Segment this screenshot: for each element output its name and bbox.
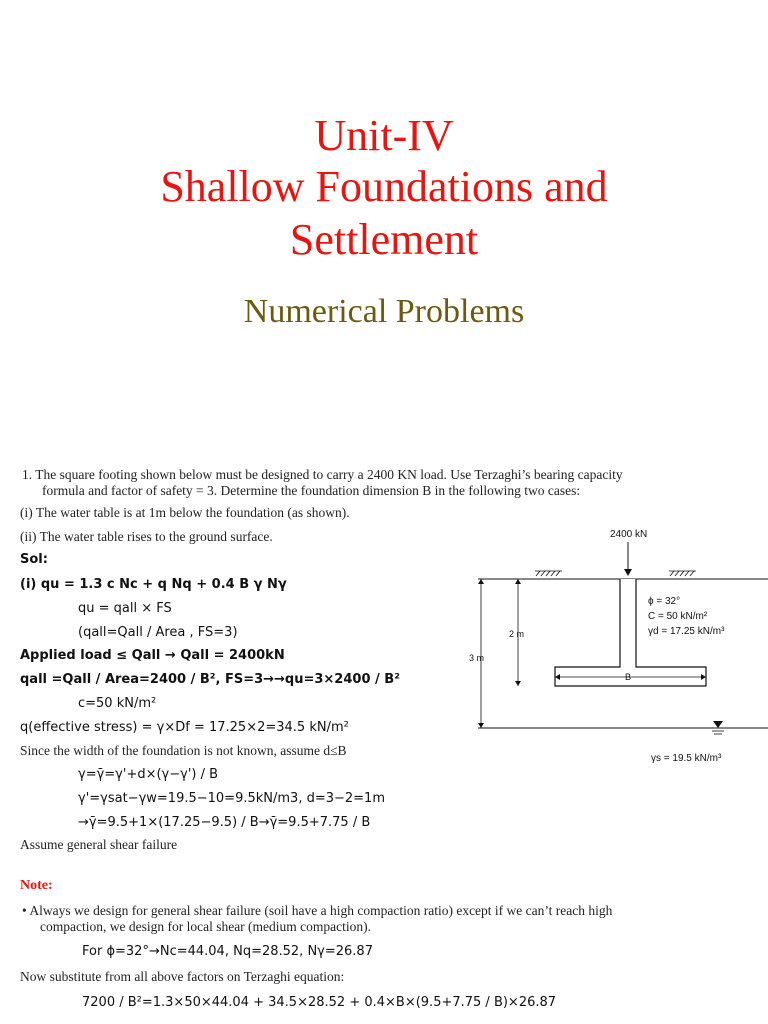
eq-cohesion: c=50 kN/m²: [78, 696, 157, 711]
water-table-marker-icon: [713, 721, 723, 728]
substitute-text: Now substitute from all above factors on Terzaghi equation:: [20, 969, 345, 984]
cohesion-label: C = 50 kN/m²: [648, 611, 708, 622]
case-2: (ii) The water table rises to the ground surface.: [20, 529, 273, 544]
final-equation: 7200 / B²=1.3×50×44.04 + 34.5×28.52 + 0.4×B×(9.5+7.75 / B)×26.87: [82, 995, 557, 1010]
case-1: (i) The water table is at 1m below the foundation (as shown).: [20, 505, 350, 520]
load-arrowhead: [624, 569, 632, 576]
applied-load: Applied load ≤ Qall → Qall = 2400kN: [20, 648, 285, 663]
eq-gamma-prime: γ'=γsat−γw=19.5−10=9.5kN/m3, d=3−2=1m: [78, 791, 385, 806]
eq-qu: (i) qu = 1.3 c Nc + q Nq + 0.4 B γ Nγ: [20, 577, 287, 592]
title-line-1: Unit-IV: [314, 111, 454, 160]
note-bullet-1: • Always we design for general shear failure (soil have a high compaction ratio) except if we can’t reach high: [22, 903, 613, 918]
sol-label: Sol:: [20, 552, 48, 567]
assume-general-shear: Assume general shear failure: [20, 837, 178, 852]
phi-label: ϕ = 32°: [648, 596, 681, 607]
depth-label: 2 m: [509, 629, 525, 639]
eq-gamma-bar: γ=γ̄=γ'+d×(γ−γ') / B: [78, 767, 219, 782]
width-label: B: [625, 672, 632, 682]
gamma-s-label: γs = 19.5 kN/m³: [651, 753, 722, 764]
problem-text-2: formula and factor of safety = 3. Determine the foundation dimension B in the following two cases:: [42, 483, 581, 498]
title-line-3: Settlement: [289, 215, 479, 264]
eq-qall: (qall=Qall / Area , FS=3): [78, 625, 238, 640]
total-depth-label: 3 m: [469, 653, 485, 663]
note-label: Note:: [20, 878, 53, 893]
note-bullet-2: compaction, we design for local shear (medium compaction).: [40, 919, 372, 934]
eq-qall-area: qall =Qall / Area=2400 / B², FS=3→→qu=3×2400 / B²: [20, 672, 400, 687]
title-line-2: Shallow Foundations and: [160, 162, 608, 211]
bearing-factors: For ϕ=32°→Nc=44.04, Nq=28.52, Nγ=26.87: [82, 944, 373, 959]
problem-text-1: 1. The square footing shown below must be designed to carry a 2400 KN load. Use Terzaghi’s bearing capacity: [22, 467, 623, 482]
title-slide: [0, 0, 768, 440]
ground-hatch-left: [535, 571, 562, 576]
assume-width: Since the width of the foundation is not known, assume d≤B: [20, 743, 347, 758]
footing-diagram: [448, 518, 768, 780]
gamma-d-label: γd = 17.25 kN/m³: [648, 626, 725, 637]
eq-effective-stress: q(effective stress) = γ×Df = 17.25×2=34.5 kN/m²: [20, 720, 349, 735]
ground-hatch-right: [669, 571, 696, 576]
eq-gamma-result: →γ̄=9.5+1×(17.25−9.5) / B→γ̄=9.5+7.75 / B: [78, 815, 371, 830]
load-label: 2400 kN: [610, 529, 648, 540]
subtitle: Numerical Problems: [243, 293, 525, 330]
eq-qu-fs: qu = qall × FS: [78, 601, 172, 616]
